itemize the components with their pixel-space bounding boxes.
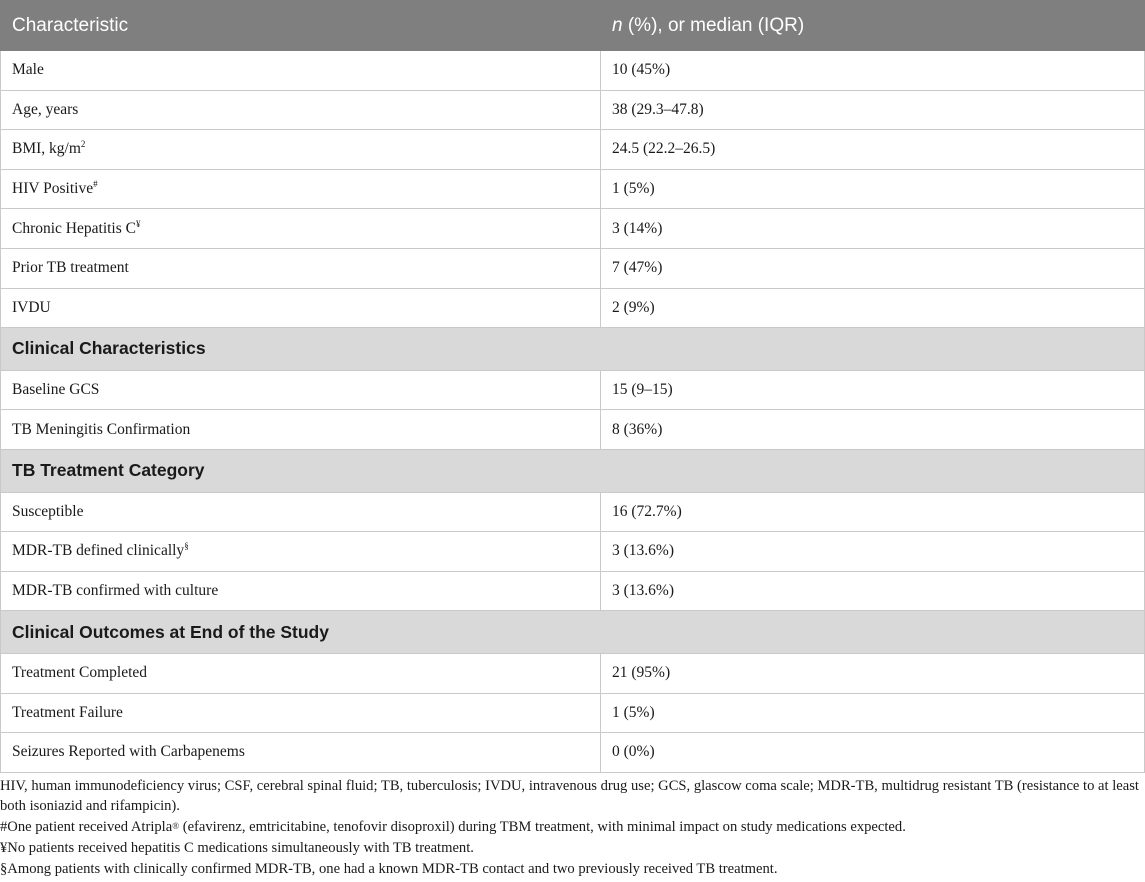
table-row (1, 532, 1145, 572)
header-value-italic: n (612, 14, 623, 36)
table-row (1, 51, 1145, 91)
header-characteristic: Characteristic (1, 1, 601, 51)
section-header-clinical-characteristics (1, 328, 1145, 371)
header-value-rest: (%), or median (IQR) (622, 14, 805, 36)
table-row (1, 492, 1145, 532)
table-row (1, 693, 1145, 733)
footnote-section: §Among patients with clinically confirmed MDR-TB, one had a known MDR-TB contact and two previously received TB treatment. (0, 861, 778, 877)
footnote-yen: ¥No patients received hepatitis C medications simultaneously with TB treatment. (0, 840, 474, 856)
row-value: 38 (29.3–47.8) (601, 90, 1145, 130)
row-label: TB Meningitis Confirmation (1, 410, 601, 450)
section-title: Clinical Characteristics (1, 328, 1145, 371)
footnote-hash: #One patient received Atripla® (efavirenz, emtricitabine, tenofovir disoproxil) during TBM treatment, with minimal impact on study medications expected. (0, 819, 906, 835)
row-label: Treatment Completed (1, 653, 601, 693)
row-value: 2 (9%) (601, 288, 1145, 328)
row-label: HIV Positive# (1, 169, 601, 209)
header-value (601, 1, 1145, 51)
row-label: Chronic Hepatitis C¥ (1, 209, 601, 249)
table-row (1, 288, 1145, 328)
section-title: TB Treatment Category (1, 449, 1145, 492)
table-row (1, 571, 1145, 611)
row-value: 10 (45%) (601, 51, 1145, 91)
row-value: 3 (14%) (601, 209, 1145, 249)
row-label: Baseline GCS (1, 370, 601, 410)
row-label: MDR-TB defined clinically§ (1, 532, 601, 572)
row-value: 0 (0%) (601, 733, 1145, 773)
row-value: 16 (72.7%) (601, 492, 1145, 532)
row-value: 24.5 (22.2–26.5) (601, 130, 1145, 170)
row-value: 1 (5%) (601, 169, 1145, 209)
row-label: MDR-TB confirmed with culture (1, 571, 601, 611)
table-row (1, 733, 1145, 773)
table-row (1, 248, 1145, 288)
row-label: Susceptible (1, 492, 601, 532)
row-label: Male (1, 51, 601, 91)
row-label: Treatment Failure (1, 693, 601, 733)
table-row (1, 130, 1145, 170)
row-value: 1 (5%) (601, 693, 1145, 733)
section-header-tb-treatment-category (1, 449, 1145, 492)
table-footnotes (0, 776, 1140, 880)
table-row (1, 169, 1145, 209)
section-title: Clinical Outcomes at End of the Study (1, 611, 1145, 654)
row-value: 7 (47%) (601, 248, 1145, 288)
table-header-row (1, 1, 1145, 51)
table-row (1, 410, 1145, 450)
footnote-abbreviations: HIV, human immunodeficiency virus; CSF, cerebral spinal fluid; TB, tuberculosis; IVDU, intravenous drug use; GCS, glascow coma scale; MDR-TB, multidrug resistant TB (resistance to at least both isoniazid and rifampicin). (0, 778, 1139, 814)
table-row (1, 370, 1145, 410)
row-value: 8 (36%) (601, 410, 1145, 450)
section-header-clinical-outcomes (1, 611, 1145, 654)
row-label: BMI, $kg/m^2$ (1, 130, 601, 170)
row-value: 3 (13.6%) (601, 532, 1145, 572)
row-label: Prior TB treatment (1, 248, 601, 288)
table-row (1, 209, 1145, 249)
row-value: 15 (9–15) (601, 370, 1145, 410)
row-value: 3 (13.6%) (601, 571, 1145, 611)
row-label: IVDU (1, 288, 601, 328)
row-value: 21 (95%) (601, 653, 1145, 693)
table-row (1, 653, 1145, 693)
row-label: Age, years (1, 90, 601, 130)
row-label: Seizures Reported with Carbapenems (1, 733, 601, 773)
table-row (1, 90, 1145, 130)
